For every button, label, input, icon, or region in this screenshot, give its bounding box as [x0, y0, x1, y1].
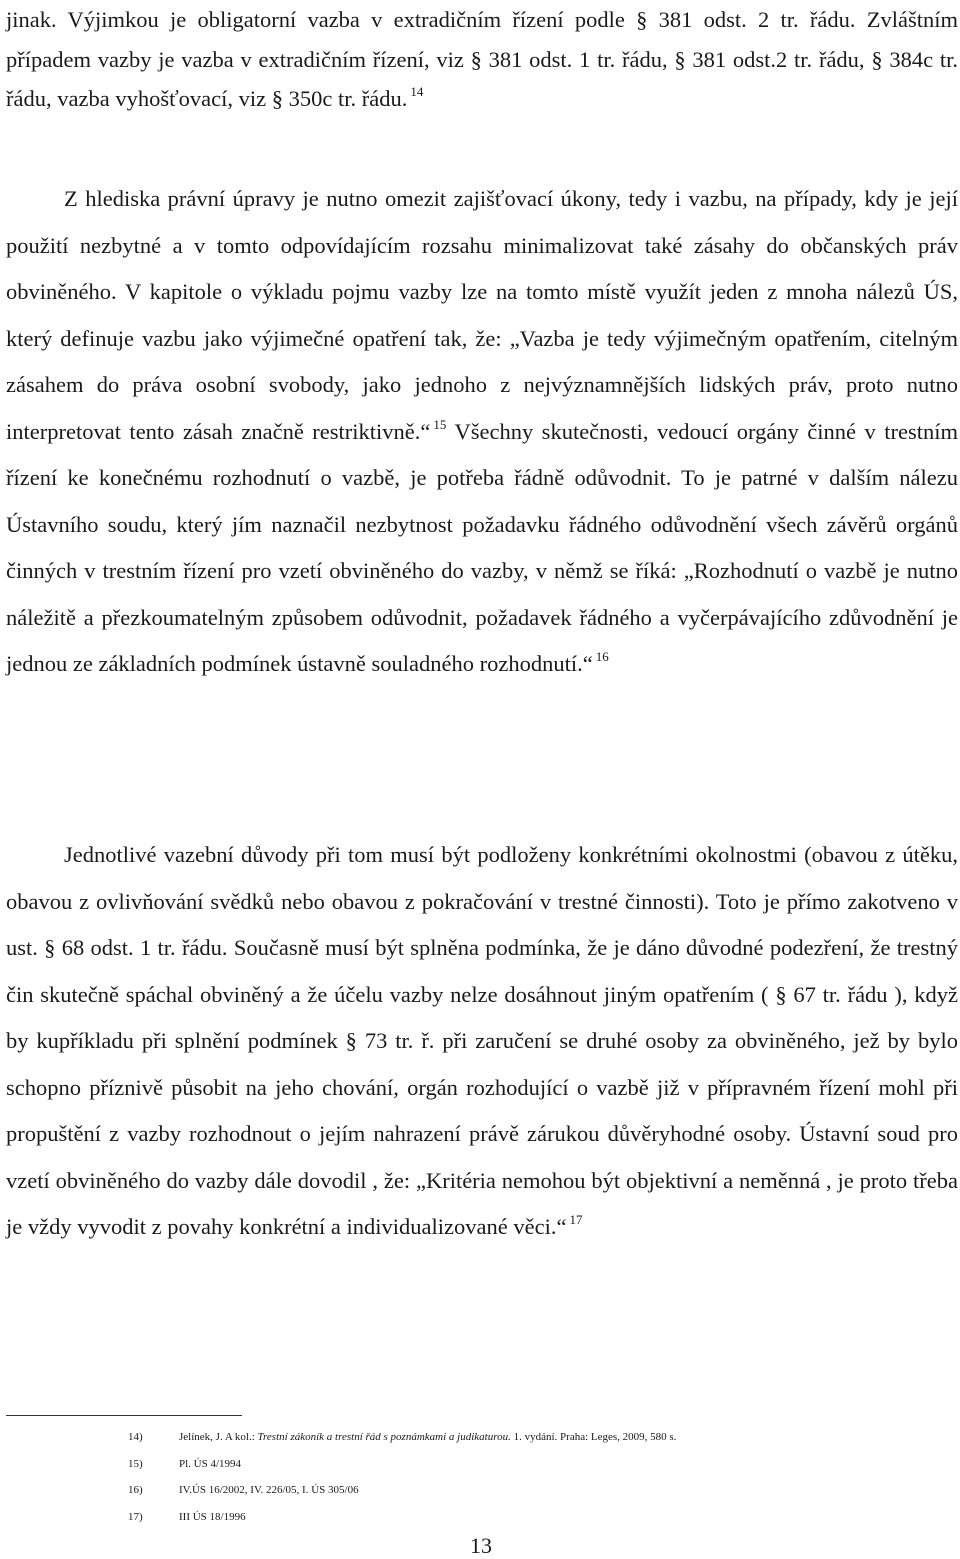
paragraph-text: Jednotlivé vazební důvody při tom musí být podloženy konkrétními okolnostmi (obavou z útěku, obavou z ovlivňování svědků nebo obavou z pokračování v trestné činnosti). Toto je přímo zakotveno v ust. § 68 odst. 1 tr. řádu. Současně musí být splněna podmínka, že je dáno důvodné podezření, že trestný čin skutečně spáchal obviněný a že účelu vazby nelze dosáhnout jiným opatřením ( § 67 tr. řádu ), když by kupříkladu při splnění podmínek § 73 tr. ř. při zaručení se druhé osoby za obviněného, jež by bylo schopno příznivě působit na jeho chování, orgán rozhodující o vazbě již v přípravném řízení mohl při propuštění z vazby rozhodnout o jejím nahrazení právě zárukou důvěryhodné osoby. Ústavní soud pro vzetí obviněného do vazby dále dovodil , že: „Kritéria nemohou být objektivní a neměnná , je proto třeba je vždy vyvodit z povahy konkrétní a individualizované věci.“	[6, 842, 958, 1239]
paragraph-text: Všechny skutečnosti, vedoucí orgány činné v trestním řízení ke konečnému rozhodnutí o vazbě, je potřeba řádně odůvodnit. To je patrné v dalším nálezu Ústavního soudu, který jím naznačil nezbytnost požadavku řádného odůvodnění všech závěrů orgánů činných v trestním řízení pro vzetí obviněného do vazby, v němž se říká: „Rozhodnutí o vazbě je nutno náležitě a přezkoumatelným způsobem odůvodnit, požadavek řádného a vyčerpávajícího zdůvodnění je jednou ze základních podmínek ústavně souladného rozhodnutí.“	[6, 418, 958, 676]
paragraph-text: Z hlediska právní úpravy je nutno omezit zajišťovací úkony, tedy i vazbu, na případy, kdy je její použití nezbytné a v tomto odpovídajícím rozsahu minimalizovat také zásahy do občanských práv obviněného. V kapitole o výkladu pojmu vazby lze na tomto místě využít jeden z mnoha nálezů ÚS, který definuje vazbu jako výjimečné opatření tak, že: „Vazba je tedy výjimečným opatřením, citelným zásahem do práva osobní svobody, jako jednoho z nejvýznamnějších lidských práv, proto nutno interpretovat tento zásah značně restriktivně.“	[6, 186, 958, 444]
footnotes	[128, 1424, 948, 1530]
footnote-ref[interactable]: 14	[410, 84, 424, 99]
footnote-item	[128, 1451, 948, 1478]
footnote-number: 17)	[128, 1510, 143, 1523]
footnote-title: Trestní zákoník a trestní řád s poznámkami a judikaturou.	[257, 1431, 511, 1443]
footnote-text: Jelínek, J. A kol.: Trestní zákoník a trestní řád s poznámkami a judikaturou. 1. vydání. Praha: Leges, 2009, 580 s.	[179, 1431, 677, 1443]
footnote-number: 15)	[128, 1457, 143, 1470]
footnote-ref[interactable]: 15	[433, 416, 447, 432]
footnote-number: 14)	[128, 1431, 143, 1443]
paragraph-detention-limits	[6, 176, 958, 688]
footnote-text: Pl. ÚS 4/1994	[179, 1457, 242, 1470]
paragraph-continuation	[6, 0, 958, 119]
paragraph-detention-grounds	[6, 832, 958, 1251]
footnote-item	[128, 1424, 948, 1451]
footnote-ref[interactable]: 16	[595, 649, 609, 664]
footnote-divider	[6, 1415, 242, 1416]
footnote-item	[128, 1477, 948, 1504]
footnote-ref[interactable]: 17	[569, 1212, 583, 1227]
page-number: 13	[470, 1533, 492, 1558]
footnote-item	[128, 1504, 948, 1531]
paragraph-text: jinak. Výjimkou je obligatorní vazba v extradičním řízení podle § 381 odst. 2 tr. řádu. Zvláštním případem vazby je vazba v extradičním řízení, viz § 381 odst. 1 tr. řádu, § 381 odst.2 tr. řádu, § 384c tr. řádu, vazba vyhošťovací, viz § 350c tr. řádu.	[6, 7, 958, 111]
footnote-text: III ÚS 18/1996	[179, 1510, 246, 1523]
footnote-number: 16)	[128, 1484, 143, 1496]
footnote-text: IV.ÚS 16/2002, IV. 226/05, I. ÚS 305/06	[179, 1484, 359, 1496]
